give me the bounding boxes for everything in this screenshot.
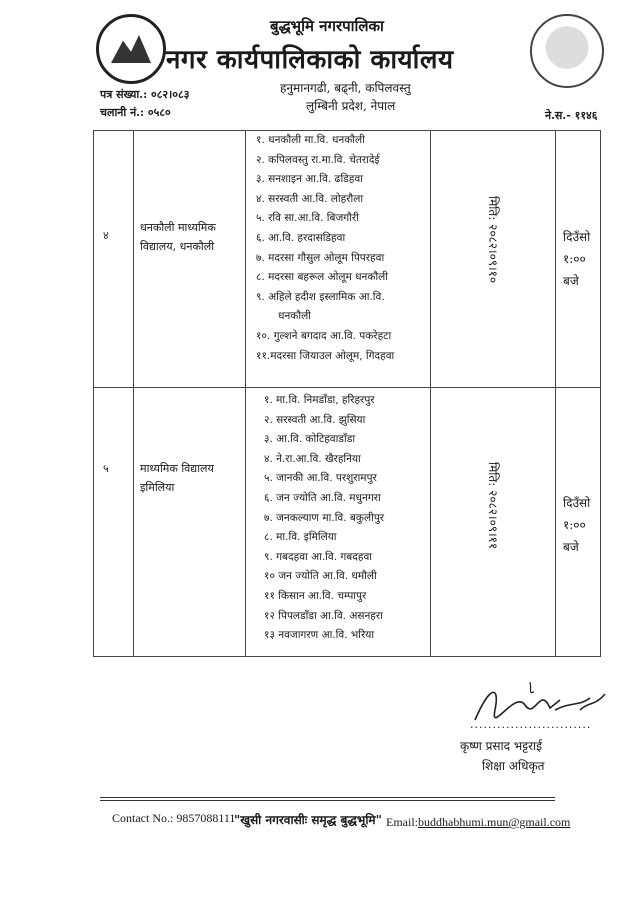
list-item: ७. जनकल्याण मा.वि. बकुलीपुर [264,511,385,524]
officer-name: कृष्ण प्रसाद भट्टराई [460,739,543,753]
footer-divider [100,800,555,801]
list-item: ८. मा.वि. इमिलिया [264,531,337,544]
list-item: १० जन ज्योति आ.वि. धमौली [264,570,377,583]
list-item: २. कपिलवस्तु रा.मा.वि. चेतरादेई [256,153,380,166]
list-item: ३. सनशाइन आ.वि. ढडिहवा [256,173,363,186]
list-item: १२ पिपलडाँडा आ.वि. असनहरा [264,609,383,622]
footer-contact-number: Contact No.: 9857088111 [112,811,236,825]
officer-title: शिक्षा अधिकृत [482,759,545,773]
list-item: १. मा.वि. निमडाँडा, हरिहरपुर [264,394,375,406]
list-item: ४. सरस्वती आ.वि. लोहरौला [256,192,364,205]
office-title: नगर कार्यपालिकाको कार्यालय [166,45,454,75]
footer-email-link[interactable]: buddhabhumi.mun@gmail.com [418,815,571,829]
footer-email-label: Email: [386,815,418,829]
list-item: ६. आ.वि. हरदासडिहवा [256,231,346,244]
list-item: ५. रवि सा.आ.वि. बिजगौरी [256,212,359,225]
dispatch-number: चलानी नं.: ०५८० [100,106,171,119]
time-value: १:०० [563,252,586,266]
nepal-sambat-number: ने.स.- ११४६ [545,109,598,122]
row-serial: ४ [103,229,109,242]
list-item: ९. गबदहवा आ.वि. गबदहवा [264,550,373,563]
list-item: ९. अहिले हदीश इस्लामिक आ.वि. [256,290,385,303]
municipality-name: बुद्धभूमि नगरपालिका [270,17,384,35]
list-item: धनकौली [278,310,311,323]
municipality-emblem-logo [96,14,166,84]
time-suffix: बजे [563,540,579,554]
list-item: ८. मदरसा बहरूल ओलूम धनकौली [256,271,389,284]
signature-dots: ........................... [470,718,592,731]
row-serial: ५ [103,462,109,475]
exam-date: मिति: २०८२।०९।११ [486,462,500,550]
buddha-bhumi-seal-logo [530,14,604,88]
list-item: ११ किसान आ.वि. चम्पापुर [264,589,367,602]
time-label: दिउँसो [563,496,591,510]
list-item: ४. ने.रा.आ.वि. खैरहनिया [264,452,361,465]
footer-slogan: "खुसी नगरवासीः समृद्ध बुद्धभूमि" [234,813,382,827]
list-item: ११.मदरसा जियाउल ओलूम, गिदहवा [256,349,395,362]
list-item: १. धनकौली मा.वि. धनकौली [256,134,365,146]
list-item: १०. गुल्शने बगदाद आ.वि. पकरेहटा [256,329,392,342]
time-label: दिउँसो [563,230,591,244]
exam-date: मिति: २०८२।०९।१० [486,196,500,284]
list-item: ७. मदरसा गौसुल ओलूम पिपरहवा [256,251,385,264]
time-value: १:०० [563,518,586,532]
center-name: माध्यमिक विद्यालय इमिलिया [140,462,214,494]
list-item: ३. आ.वि. कोटिहवाडाँडा [264,433,356,446]
address-line-2: लुम्बिनी प्रदेश, नेपाल [306,99,396,113]
center-name: धनकौली माध्यमिक विद्यालय, धनकौली [140,221,216,253]
school-list [264,391,384,646]
school-list [256,131,394,366]
list-item: २. सरस्वती आ.वि. झुसिया [264,413,366,426]
exam-time [563,492,590,558]
footer-divider [100,797,555,798]
exam-time [563,226,590,292]
list-item: ६. जन ज्योति आ.वि. मधुनगरा [264,491,381,504]
list-item: १३ नवजागरण आ.वि. भरिया [264,629,375,642]
list-item: ५. जानकी आ.वि. परशुरामपुर [264,472,377,485]
address-line-1: हनुमानगढी, बढ्नी, कपिलवस्तु [280,81,411,95]
letter-number: पत्र संख्या.: ०८२।०८३ [100,88,190,101]
time-suffix: बजे [563,274,579,288]
